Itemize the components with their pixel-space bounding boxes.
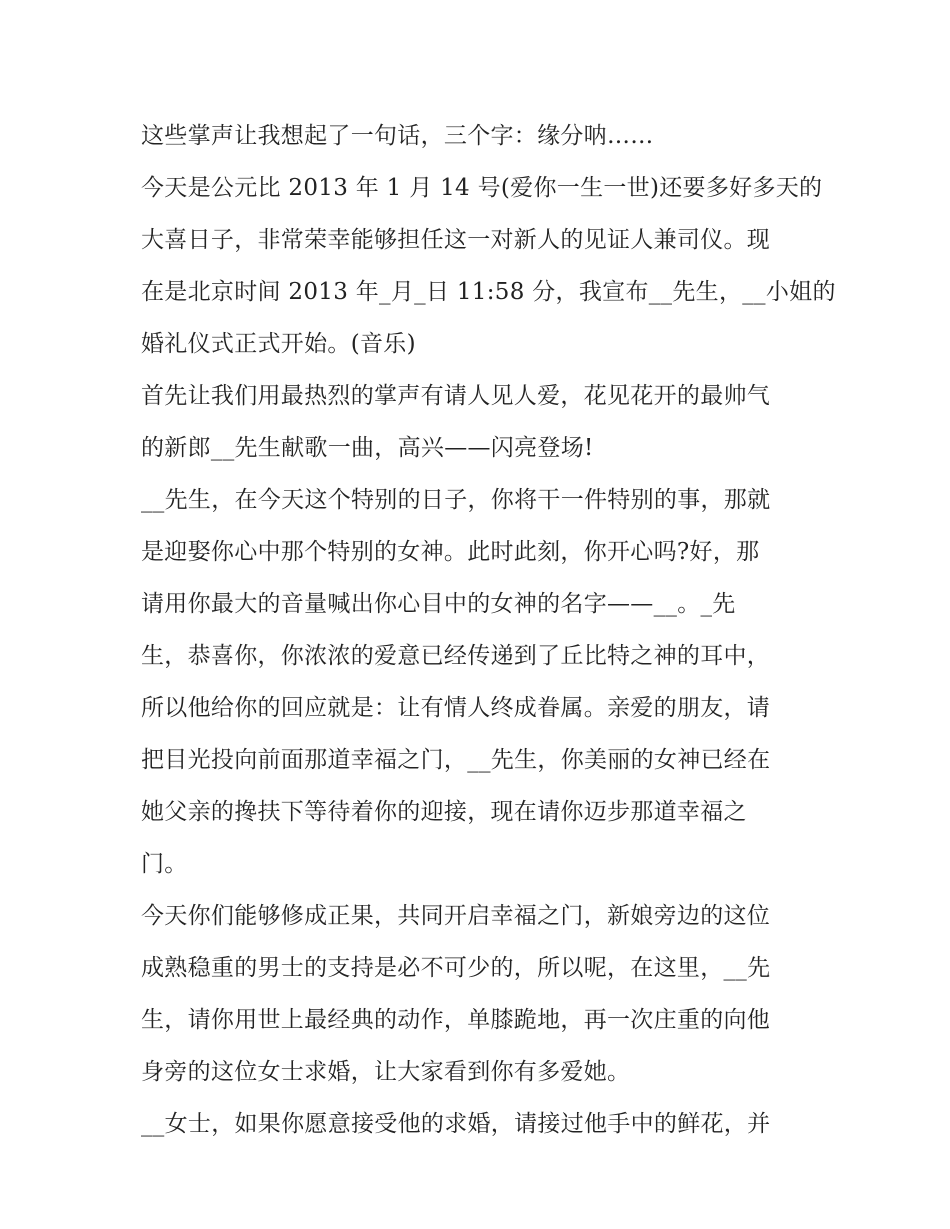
text-line: 身旁的这位女士求婚，让大家看到你有多爱她。 [141,1059,631,1085]
text-line: __女士，如果你愿意接受他的求婚，请接过他手中的鲜花，并 [141,1111,771,1137]
text-line: 今天你们能够修成正果，共同开启幸福之门，新娘旁边的这位 [141,903,771,929]
text-line: 生，恭喜你，你浓浓的爱意已经传递到了丘比特之神的耳中， [141,643,771,669]
text-line: 生，请你用世上最经典的动作，单膝跪地，再一次庄重的向他 [141,1007,771,1033]
paragraph-3 [141,370,813,474]
text-line: 大喜日子，非常荣幸能够担任这一对新人的见证人兼司仪。现 [141,227,771,253]
text-line: __先生，在今天这个特别的日子，你将干一件特别的事，那就 [141,487,771,513]
text-line: 是迎娶你心中那个特别的女神。此时此刻，你开心吗?好，那 [141,539,760,565]
paragraph-4 [141,474,813,890]
document-body [141,110,836,1150]
text-line: 把目光投向前面那道幸福之门，__先生，你美丽的女神已经在 [141,747,771,773]
text-line: 请用你最大的音量喊出你心目中的女神的名字——__。_先 [141,591,736,617]
text-line: 门。 [141,851,188,877]
paragraph-5 [141,890,813,1098]
text-line: 的新郎__先生献歌一曲，高兴——闪亮登场! [141,435,594,461]
text-line: 婚礼仪式正式开始。(音乐) [141,331,416,357]
text-line: 成熟稳重的男士的支持是必不可少的，所以呢，在这里，__先 [141,955,771,981]
text-line: 她父亲的搀扶下等待着你的迎接，现在请你迈步那道幸福之 [141,799,747,825]
text-line: 首先让我们用最热烈的掌声有请人见人爱，花见花开的最帅气 [141,383,771,409]
text-line: 今天是公元比 2013 年 1 月 14 号(爱你一生一世)还要多好多天的 [141,175,823,201]
text-line: 所以他给你的回应就是：让有情人终成眷属。亲爱的朋友，请 [141,695,771,721]
paragraph-2 [141,162,836,370]
text-line: 在是北京时间 2013 年_月_日 11:58 分，我宣布__先生，__小姐的 [141,279,836,305]
paragraph-1 [141,110,813,162]
paragraph-6 [141,1098,813,1150]
text-line: 这些掌声让我想起了一句话，三个字：缘分呐…… [141,123,654,149]
